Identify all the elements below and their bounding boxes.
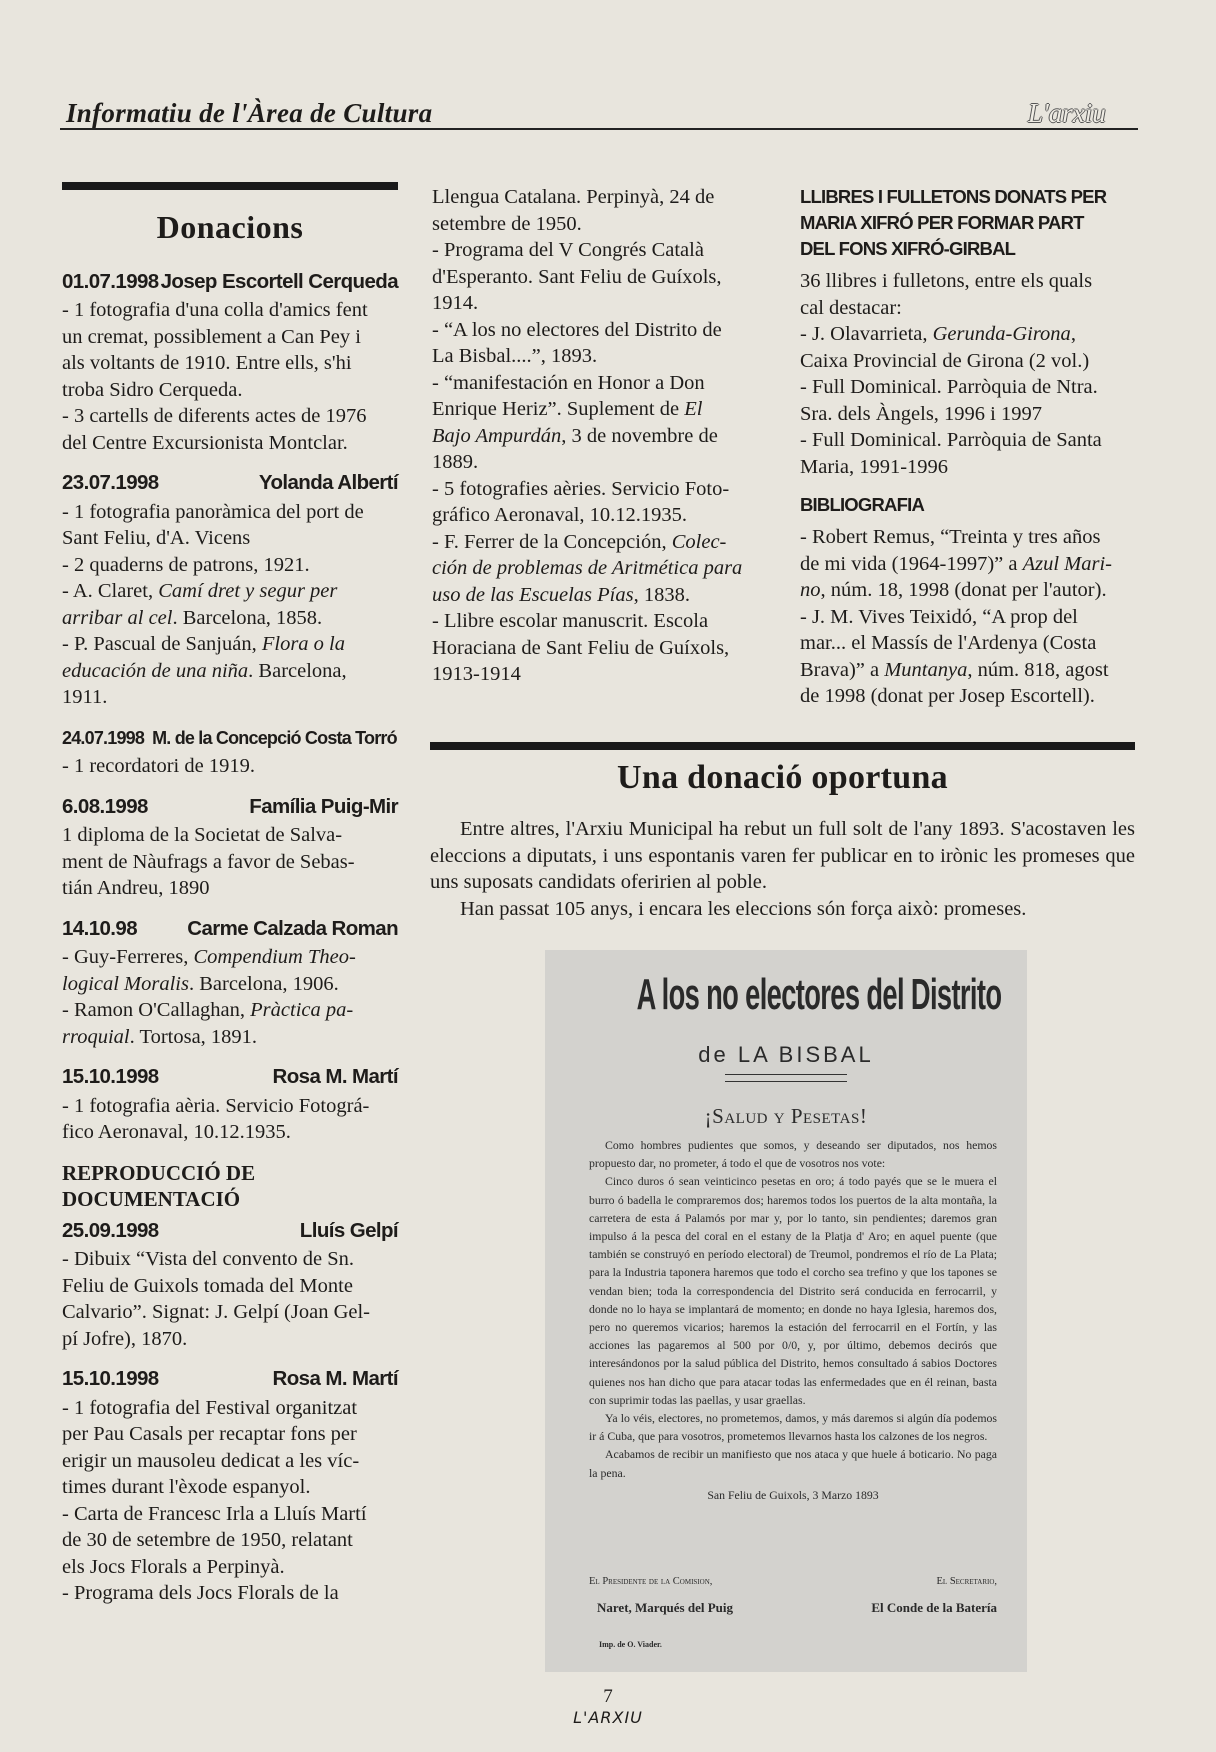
text-line [800, 657, 1137, 684]
entry-line: erigir un mausoleu dedicat a les víc- [62, 1449, 360, 1472]
donation-entry [62, 794, 398, 902]
text-run: - A. Claret, [62, 580, 159, 602]
heading-line: LLIBRES I FULLETONS DONATS PER [800, 186, 1107, 207]
signature-title-right: El Secretario, [936, 1576, 997, 1587]
entry-line: - 1 fotografia d'una colla d'amics fent [62, 299, 368, 321]
entry-line: un cremat, possiblement a Can Pey i [62, 325, 361, 348]
text-line: - 5 fotografies aèries. Servicio Foto- [432, 477, 730, 500]
signature-name-left: Naret, Marqués del Puig [597, 1600, 734, 1615]
text-line: Llengua Catalana. Perpinyà, 24 de [432, 186, 715, 208]
donation-entry [62, 470, 398, 711]
entry-line: troba Sidro Cerqueda. [62, 378, 243, 401]
oportuna-paragraph: Entre altres, l'Arxiu Municipal ha rebut un full solt de l'any 1893. S'acostaven les eleccions a diputats, i uns espontanis varen fer publicar en to irònic les promeses que uns suposats candidats oferirien al poble. [430, 818, 1135, 893]
text-line: d'Esperanto. Sant Feliu de Guíxols, [432, 265, 722, 288]
entry-line: 1 diploma de la Societat de Salva- [62, 824, 343, 846]
text-line: - Llibre escolar manuscrit. Escola [432, 610, 709, 632]
poster-title: A los no electores del Distrito [636, 970, 1002, 1019]
donation-entry [62, 269, 398, 457]
entry-header [62, 916, 398, 943]
entry-header [62, 794, 398, 821]
section-title-donacions: Donacions [156, 209, 304, 245]
header-brand-logo: L'arxiu [1028, 98, 1106, 128]
text-run: . Barcelona, [248, 659, 347, 682]
text-line: La Bisbal....”, 1893. [432, 345, 598, 367]
entry-line [62, 631, 398, 658]
reproduction-heading [62, 1160, 398, 1212]
header-title: Informatiu de l'Àrea de Cultura [66, 98, 433, 128]
bibliografia-heading: BIBLIOGRAFIA [800, 494, 925, 515]
book-title: uso de las Escuelas Pías [432, 583, 634, 606]
text-line: Sra. dels Àngels, 1996 i 1997 [800, 402, 1042, 425]
text-line: cal destacar: [800, 296, 902, 319]
text-line: - Full Dominical. Parròquia de Ntra. [800, 376, 1098, 398]
heading-line: MARIA XIFRÓ PER FORMAR PART [800, 212, 1084, 233]
book-title: ción de problemas de Aritmética para [432, 557, 743, 579]
heading-line: DOCUMENTACIÓ [62, 1186, 241, 1211]
entry-line: times durant l'èxode espanyol. [62, 1476, 311, 1498]
text-line [432, 529, 766, 556]
entry-line [62, 658, 398, 685]
text-line: setembre de 1950. [432, 212, 582, 235]
reproduction-entry [62, 1366, 398, 1607]
text-run: Enrique Heriz”. Suplement de [432, 398, 685, 420]
entry-line: Calvario”. Signat: J. Gelpí (Joan Gel- [62, 1301, 371, 1323]
entry-donor: Família Puig-Mir [249, 794, 398, 818]
publication-title: Azul Mari- [1022, 552, 1112, 575]
entry-line: de 30 de setembre de 1950, relatant [62, 1529, 353, 1551]
entry-line: - 2 quaderns de patrons, 1921. [62, 553, 310, 576]
poster-subtitle: de LA BISBAL [698, 1042, 874, 1067]
entry-date: 24.07.1998 [62, 727, 145, 748]
entry-line: pí Jofre), 1870. [62, 1327, 188, 1350]
entry-line: - 3 cartells de diferents actes de 1976 [62, 405, 367, 427]
entry-donor: Rosa M. Martí [272, 1065, 398, 1088]
entry-header [62, 1366, 398, 1393]
publication-title: El [684, 398, 703, 420]
text-line [800, 321, 1137, 348]
text-line: - Full Dominical. Parròquia de Santa [800, 429, 1102, 451]
donation-entry [62, 916, 398, 1051]
column-donacions [62, 184, 398, 1621]
entry-date: 23.07.1998 [62, 471, 159, 494]
entry-line [62, 944, 398, 971]
poster-text [589, 1136, 997, 1504]
entry-header [62, 470, 398, 497]
poster-paragraph: Cinco duros ó sean veinticinco pesetas en oro; á todo payés que se le muera el burro ó badella le compraremos dos; haremos todos los puertos de la alta montaña, la carretera de esta á Palamós por mar y, por lo tanto, sin pendientes; daremos gran impulso á la pesca del coral en el estany de la Platja d' Aro; en aquel puente (que también se construyó en período electoral) de Treumol, pondremos el río de La Plata; para la Industria taponera haremos que todo el corcho sea trefino y que los tapones se vendan bien; toda la correspondencia del Distrito será conducida en ferrocarril, y donde no lo haya se implantará de momento; en donde no haya Iglesia, haremos dos, pero no queremos vicarios; haremos la estación del ferrocarril en el Fortín, y las acciones las pagaremos al 500 por 0/0, y, por último, debemos decirós que interesándonos por la salud pública del Distrito, hemos consultado á sabios Doctores quienes nos han dicho que para atacar todas las enfermedades que en él reinan, basta con suprimir todas las paellas, y usar graellas. [589, 1174, 997, 1407]
text-line: 1913-1914 [432, 663, 521, 685]
llibres-heading [800, 184, 1137, 262]
entry-line [62, 578, 398, 605]
poster-imprint: Imp. de O. Viader. [599, 1640, 662, 1649]
donation-entry [62, 1064, 398, 1146]
entry-line [62, 971, 398, 998]
entry-line [62, 1024, 398, 1051]
entry-date: 25.09.1998 [62, 1218, 159, 1242]
text-run: , núm. 18, 1998 (donat per l'autor). [820, 579, 1107, 601]
book-title: Compendium Theo- [193, 946, 356, 968]
text-line [432, 582, 766, 609]
book-title: Flora o la [261, 633, 346, 655]
column-llibres [800, 184, 1137, 710]
entry-line: - Programa dels Jocs Florals de la [62, 1582, 339, 1604]
entry-date: 15.10.1998 [62, 1065, 159, 1088]
poster-signature-titles [589, 1576, 997, 1587]
section-title-oportuna: Una donació oportuna [617, 759, 948, 796]
book-title: arribar al cel [62, 606, 173, 629]
text-run: . Barcelona, 1858. [172, 606, 323, 629]
poster-paragraph: Como hombres pudientes que somos, y deseando ser diputados, nos hemos propuesto dar, no prometer, á todo el que de vosotros nos vote: [589, 1138, 997, 1171]
poster-paragraph: Acabamos de recibir un manifiesto que nos ataca y que huele á boticario. No paga la pena. [589, 1447, 997, 1480]
page-number: 7 [603, 1686, 613, 1707]
book-title: Pràctica pa- [250, 999, 354, 1021]
poster-paragraph: Ya lo véis, electores, no prometemos, damos, y más daremos si algún día podemos ir á Cuba, que para vosotros, prometemos llevarnos hasta los calzones de los negros. [589, 1411, 997, 1444]
text-line [432, 396, 766, 423]
text-line [800, 577, 1137, 604]
signature-title-left: El Presidente de la Comision, [589, 1576, 713, 1587]
entry-line: als voltants de 1910. Entre ells, s'hi [62, 352, 352, 374]
text-line: mar... el Massís de l'Ardenya (Costa [800, 632, 1097, 654]
entry-header [62, 1218, 398, 1245]
publication-title: no [800, 579, 821, 601]
ornament-rule [725, 1074, 847, 1082]
entry-line: - Carta de Francesc Irla a Lluís Martí [62, 1502, 367, 1525]
section-rule [62, 182, 398, 190]
entry-line: Sant Feliu, d'A. Vicens [62, 527, 251, 549]
text-run: - F. Ferrer de la Concepción, [432, 530, 672, 553]
text-line: gráfico Aeronaval, 10.12.1935. [432, 504, 688, 526]
text-run: , núm. 818, agost [967, 658, 1109, 681]
entry-line: fico Aeronaval, 10.12.1935. [62, 1121, 291, 1143]
publication-title: Bajo Ampurdán [432, 424, 562, 447]
book-title: rroquial [62, 1025, 130, 1048]
entry-line [62, 997, 398, 1024]
text-line: - “A los no electores del Distrito de [432, 318, 722, 341]
historic-poster [545, 950, 1027, 1672]
book-title: Colec- [671, 530, 727, 553]
text-run: . Tortosa, 1891. [129, 1025, 258, 1048]
entry-line: Feliu de Guixols tomada del Monte [62, 1274, 353, 1297]
entry-donor: Josep Escortell Cerqueda [160, 269, 398, 293]
entry-line: - 1 recordatori de 1919. [62, 755, 255, 777]
publication-title: Muntanya [884, 658, 968, 681]
text-run: - Guy-Ferreres, [62, 946, 194, 968]
entry-line: - Dibuix “Vista del convento de Sn. [62, 1248, 354, 1270]
text-line [432, 423, 766, 450]
donation-entry [62, 725, 398, 780]
text-run: - J. Olavarrieta, [800, 323, 933, 345]
entry-date: 14.10.98 [62, 916, 137, 940]
entry-date: 01.07.1998 [62, 269, 159, 293]
signature-name-right: El Conde de la Batería [871, 1600, 997, 1615]
entry-date: 15.10.1998 [62, 1367, 159, 1390]
entry-date: 6.08.1998 [62, 794, 148, 818]
column-continuation [432, 184, 766, 688]
entry-line: - 1 fotografia del Festival organitzat [62, 1396, 358, 1419]
book-title: educación de una niña [62, 659, 249, 682]
entry-line: - 1 fotografia aèria. Servicio Fotográ- [62, 1094, 370, 1117]
entry-header [62, 269, 398, 296]
text-line: - Programa del V Congrés Català [432, 239, 704, 261]
entry-line [62, 605, 398, 632]
header-rule [60, 128, 1138, 130]
text-line: Maria, 1991-1996 [800, 455, 949, 478]
text-line: 36 llibres i fulletons, entre els quals [800, 270, 1093, 292]
entry-donor: M. de la Concepció Costa Torró [152, 727, 397, 748]
entry-donor: Rosa M. Martí [272, 1367, 398, 1390]
entry-line: 1911. [62, 686, 108, 708]
poster-greeting: ¡Salud y Pesetas! [704, 1104, 868, 1128]
text-run: , 3 de novembre de [561, 424, 718, 447]
entry-donor: Yolanda Albertí [258, 471, 398, 494]
text-line: de 1998 (donat per Josep Escortell). [800, 685, 1095, 707]
text-line [432, 555, 766, 582]
text-line: 1889. [432, 451, 479, 473]
entry-line: per Pau Casals per recaptar fons per [62, 1423, 357, 1445]
book-title: Gerunda-Girona [932, 323, 1071, 345]
text-line: - J. M. Vives Teixidó, “A prop del [800, 605, 1078, 628]
poster-signature-names [597, 1600, 997, 1616]
text-line: Horaciana de Sant Feliu de Guíxols, [432, 636, 730, 659]
section-rule [430, 742, 1135, 750]
heading-line: REPRODUCCIÓ DE [62, 1160, 256, 1185]
entry-donor: Carme Calzada Roman [187, 916, 398, 940]
text-line: - “manifestación en Honor a Don [432, 371, 705, 394]
text-run: , 1838. [633, 583, 690, 606]
entry-line: els Jocs Florals a Perpinyà. [62, 1555, 285, 1578]
text-run: Brava)” a [800, 658, 885, 681]
oportuna-body [430, 816, 1135, 922]
text-run: - Ramon O'Callaghan, [62, 999, 251, 1021]
text-line: 1914. [432, 292, 479, 314]
entry-header [62, 1064, 398, 1091]
poster-date: San Feliu de Guixols, 3 Marzo 1893 [707, 1487, 879, 1502]
entry-donor: Lluís Gelpí [299, 1218, 398, 1242]
entry-line: tián Andreu, 1890 [62, 877, 210, 899]
entry-line: - 1 fotografia panoràmica del port de [62, 500, 364, 523]
text-run: de mi vida (1964-1997)” a [800, 552, 1023, 575]
text-run: . Barcelona, 1906. [188, 972, 339, 995]
text-line [800, 551, 1137, 578]
text-line: Caixa Provincial de Girona (2 vol.) [800, 349, 1090, 372]
text-line: - Robert Remus, “Treinta y tres años [800, 526, 1101, 548]
footer-logo: L'ARXIU [573, 1708, 643, 1727]
oportuna-paragraph: Han passat 105 anys, i encara les eleccions són força això: promeses. [460, 897, 1027, 920]
text-run: , [1070, 323, 1076, 345]
text-run: - P. Pascual de Sanjuán, [62, 633, 262, 655]
heading-line: DEL FONS XIFRÓ-GIRBAL [800, 238, 1016, 259]
book-title: Camí dret y segur per [158, 580, 338, 602]
entry-line: ment de Nàufrags a favor de Sebas- [62, 850, 355, 873]
entry-line: del Centre Excursionista Montclar. [62, 431, 348, 454]
entry-header [62, 725, 398, 752]
reproduction-entry [62, 1218, 398, 1353]
book-title: logical Moralis [62, 972, 189, 995]
